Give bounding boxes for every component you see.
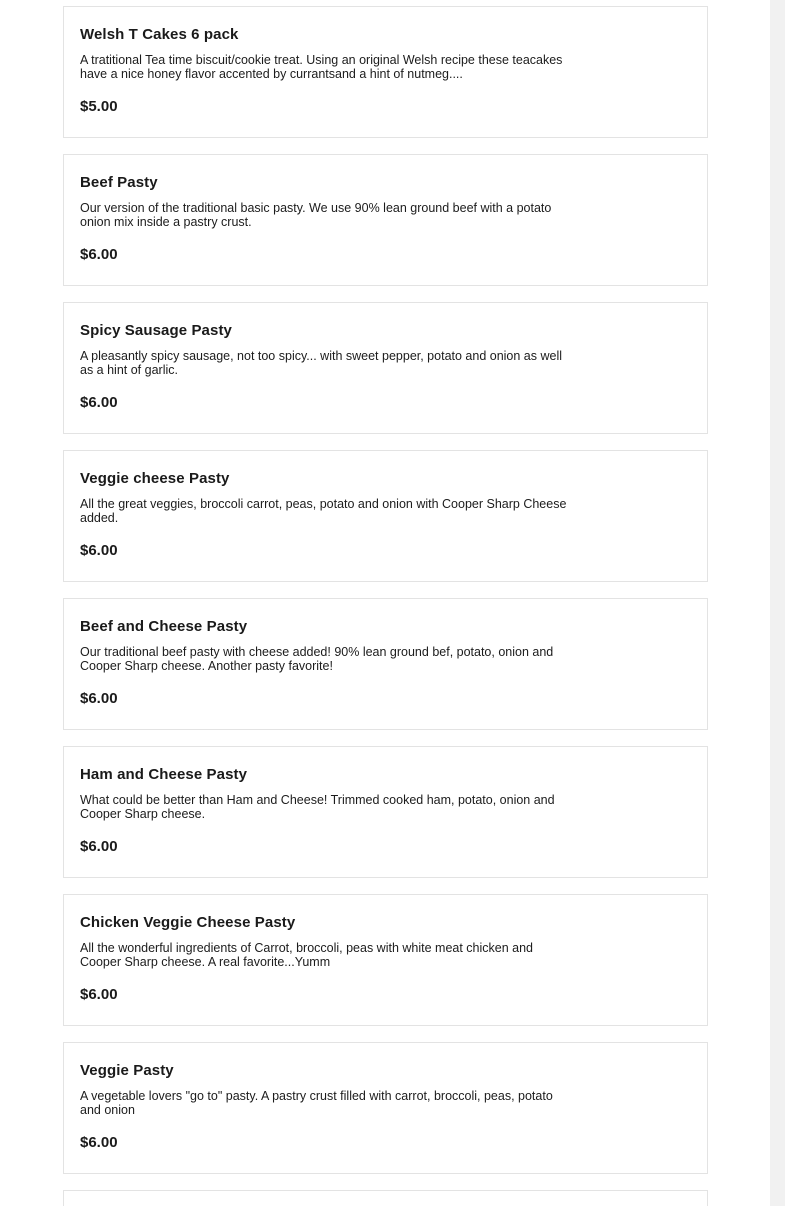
menu-item-name: Spicy Sausage Pasty bbox=[80, 322, 232, 339]
menu-item-description: Our version of the traditional basic pasty. We use 90% lean ground beef with a potato onion mix inside a pastry crust. bbox=[80, 201, 552, 229]
menu-item-description: A tratitional Tea time biscuit/cookie treat. Using an original Welsh recipe these teacakes have a nice honey flavor accented by currantsand a hint of nutmeg.... bbox=[80, 53, 563, 81]
menu-item-description: A pleasantly spicy sausage, not too spicy... with sweet pepper, potato and onion as well as a hint of garlic. bbox=[80, 349, 563, 377]
menu-item-card[interactable] bbox=[63, 746, 708, 878]
menu-item-description: All the great veggies, broccoli carrot, peas, potato and onion with Cooper Sharp Cheese added. bbox=[80, 497, 567, 525]
menu-item-list bbox=[63, 6, 708, 1206]
menu-item-name: Ham and Cheese Pasty bbox=[80, 766, 248, 783]
menu-item-price: $6.00 bbox=[80, 986, 118, 1003]
menu-item-name: Chicken Veggie Cheese Pasty bbox=[80, 914, 296, 931]
menu-item-name: Beef and Cheese Pasty bbox=[80, 618, 248, 635]
menu-item-card-partial[interactable] bbox=[63, 1190, 708, 1206]
menu-item-price: $6.00 bbox=[80, 1134, 118, 1151]
menu-item-name: Beef Pasty bbox=[80, 174, 158, 191]
menu-item-price: $6.00 bbox=[80, 246, 118, 263]
menu-item-card[interactable] bbox=[63, 894, 708, 1026]
menu-item-card[interactable] bbox=[63, 302, 708, 434]
menu-item-name: Veggie Pasty bbox=[80, 1062, 174, 1079]
menu-item-description: A vegetable lovers "go to" pasty. A pastry crust filled with carrot, broccoli, peas, potato and onion bbox=[80, 1089, 553, 1117]
menu-item-price: $6.00 bbox=[80, 690, 118, 707]
menu-item-name: Welsh T Cakes 6 pack bbox=[80, 26, 239, 43]
menu-item-card[interactable] bbox=[63, 598, 708, 730]
menu-item-price: $5.00 bbox=[80, 98, 118, 115]
menu-item-price: $6.00 bbox=[80, 838, 118, 855]
menu-item-price: $6.00 bbox=[80, 394, 118, 411]
menu-item-description: All the wonderful ingredients of Carrot, broccoli, peas with white meat chicken and Cooper Sharp cheese. A real favorite...Yumm bbox=[80, 941, 534, 969]
menu-item-card[interactable] bbox=[63, 6, 708, 138]
menu-item-price: $6.00 bbox=[80, 542, 118, 559]
menu-item-card[interactable] bbox=[63, 154, 708, 286]
menu-item-name: Veggie cheese Pasty bbox=[80, 470, 230, 487]
scrollbar-track[interactable] bbox=[770, 0, 785, 1206]
menu-item-card[interactable] bbox=[63, 1042, 708, 1174]
menu-item-description: What could be better than Ham and Cheese! Trimmed cooked ham, potato, onion and Cooper Sharp cheese. bbox=[80, 793, 555, 821]
menu-item-card[interactable] bbox=[63, 450, 708, 582]
menu-item-description: Our traditional beef pasty with cheese added! 90% lean ground bef, potato, onion and Cooper Sharp cheese. Another pasty favorite! bbox=[80, 645, 554, 673]
